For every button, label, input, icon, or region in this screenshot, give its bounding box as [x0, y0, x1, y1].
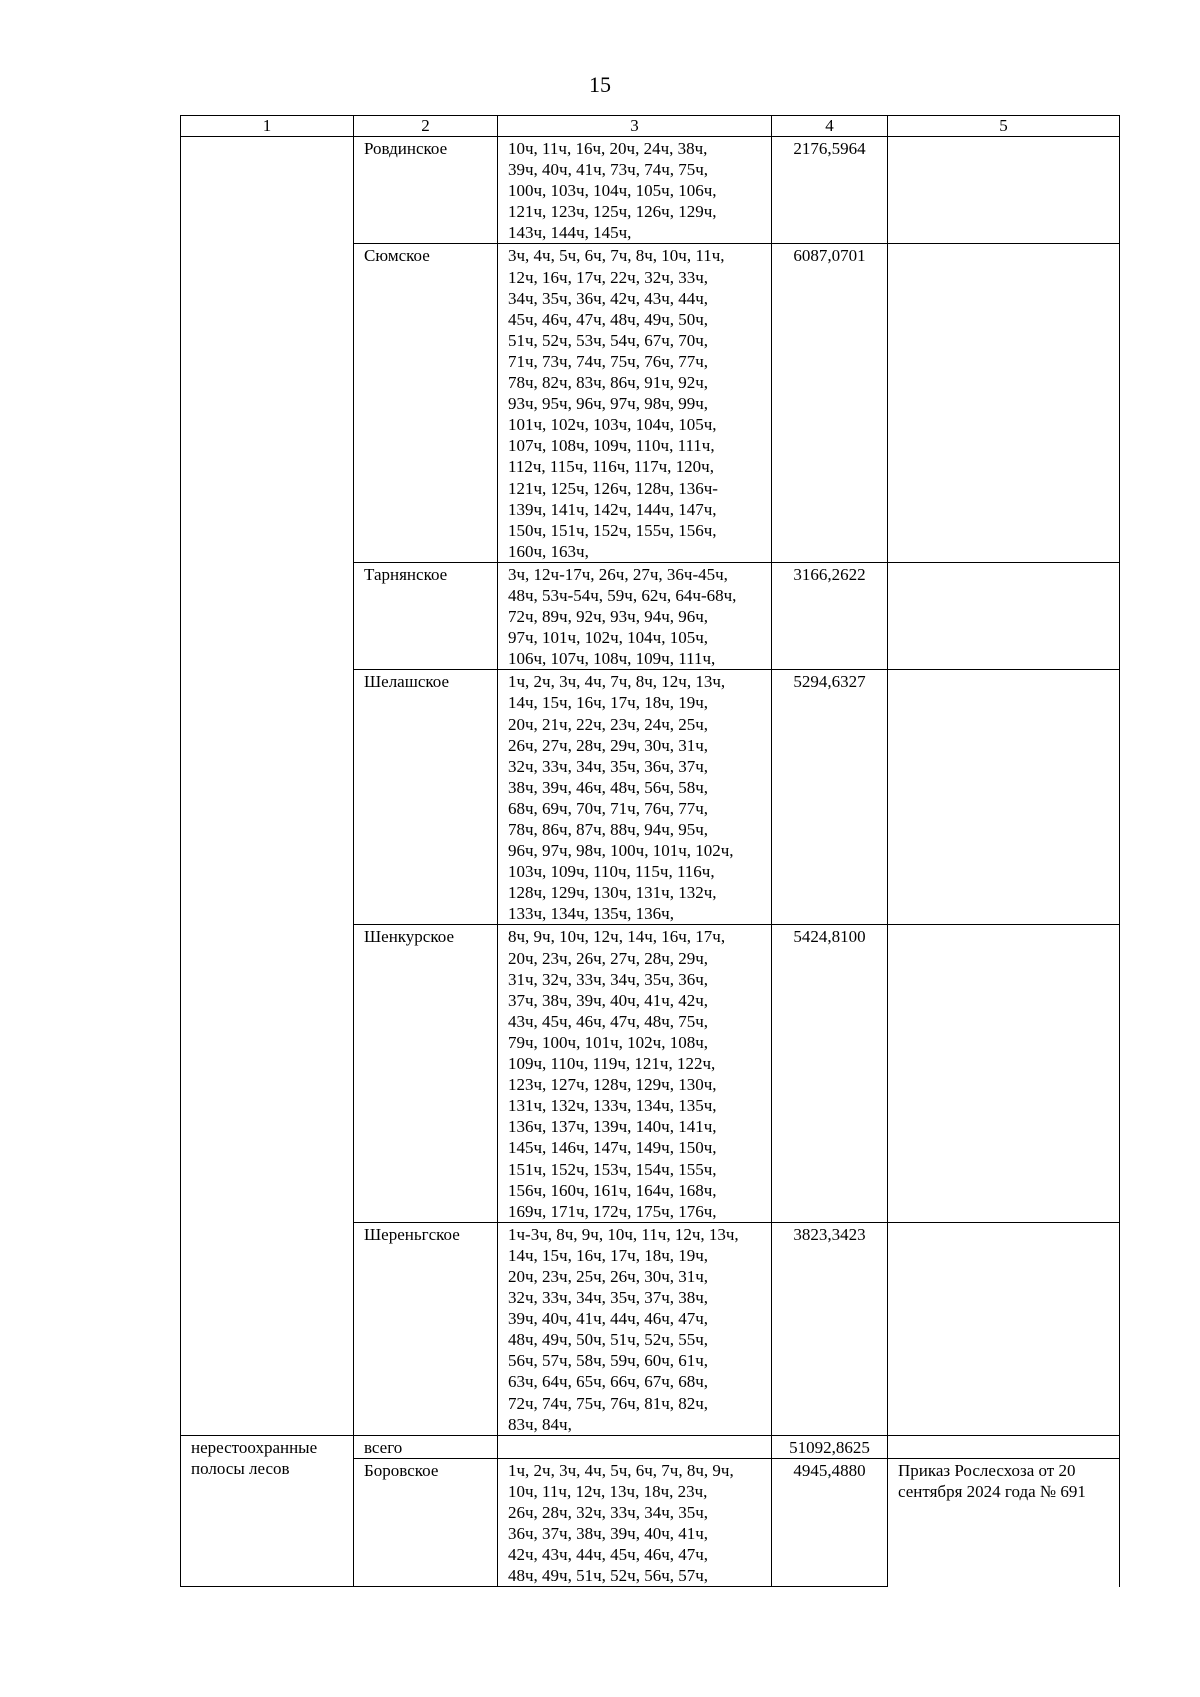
- area-value: 3823,3423: [772, 1222, 888, 1435]
- category-total-row: [181, 1435, 1120, 1458]
- forestry-name: Тарнянское: [354, 562, 498, 669]
- quarter-list: 3ч, 4ч, 5ч, 6ч, 7ч, 8ч, 10ч, 11ч, 12ч, 16ч, 17ч, 22ч, 32ч, 33ч, 34ч, 35ч, 36ч, 42ч, 43ч, 44ч, 45ч, 46ч, 47ч, 48ч, 49ч, 50ч, 51ч, 52ч, 53ч, 54ч, 67ч, 70ч, 71ч, 73ч, 74ч, 75ч, 76ч, 77ч, 78ч, 82ч, 83ч, 86ч, 91ч, 92ч, 93ч, 95ч, 96ч, 97ч, 98ч, 99ч, 101ч, 102ч, 103ч, 104ч, 105ч, 107ч, 108ч, 109ч, 110ч, 111ч, 112ч, 115ч, 116ч, 117ч, 120ч, 121ч, 125ч, 126ч, 128ч, 136ч- 139ч, 141ч, 142ч, 144ч, 147ч, 150ч, 151ч, 152ч, 155ч, 156ч, 160ч, 163ч,: [498, 244, 772, 562]
- table-row: [181, 137, 1120, 244]
- header-col-5: 5: [888, 116, 1120, 137]
- category-label: нерестоохранные полосы лесов: [181, 1435, 354, 1587]
- forestry-name: Шелашское: [354, 670, 498, 925]
- basis-cell: [888, 670, 1120, 925]
- quarter-list-empty: [498, 1435, 772, 1458]
- category-cell-continued: [181, 137, 354, 1436]
- basis-cell: [888, 137, 1120, 244]
- forestry-name: Боровское: [354, 1458, 498, 1587]
- header-col-1: 1: [181, 116, 354, 137]
- total-area-value: 51092,8625: [772, 1435, 888, 1458]
- basis-cell: [888, 562, 1120, 669]
- area-value: 5424,8100: [772, 925, 888, 1222]
- quarter-list: 1ч, 2ч, 3ч, 4ч, 7ч, 8ч, 12ч, 13ч, 14ч, 15ч, 16ч, 17ч, 18ч, 19ч, 20ч, 21ч, 22ч, 23ч, 24ч, 25ч, 26ч, 27ч, 28ч, 29ч, 30ч, 31ч, 32ч, 33ч, 34ч, 35ч, 36ч, 37ч, 38ч, 39ч, 46ч, 48ч, 56ч, 58ч, 68ч, 69ч, 70ч, 71ч, 76ч, 77ч, 78ч, 86ч, 87ч, 88ч, 94ч, 95ч, 96ч, 97ч, 98ч, 100ч, 101ч, 102ч, 103ч, 109ч, 110ч, 115ч, 116ч, 128ч, 129ч, 130ч, 131ч, 132ч, 133ч, 134ч, 135ч, 136ч,: [498, 670, 772, 925]
- area-value: 3166,2622: [772, 562, 888, 669]
- area-value: 6087,0701: [772, 244, 888, 562]
- quarter-list: 3ч, 12ч-17ч, 26ч, 27ч, 36ч-45ч, 48ч, 53ч-54ч, 59ч, 62ч, 64ч-68ч, 72ч, 89ч, 92ч, 93ч, 94ч, 96ч, 97ч, 101ч, 102ч, 104ч, 105ч, 106ч, 107ч, 108ч, 109ч, 111ч,: [498, 562, 772, 669]
- area-value: 5294,6327: [772, 670, 888, 925]
- forestry-name: Шереньгское: [354, 1222, 498, 1435]
- basis-cell: [888, 244, 1120, 562]
- header-col-4: 4: [772, 116, 888, 137]
- header-col-3: 3: [498, 116, 772, 137]
- basis-order-reference: Приказ Рослесхоза от 20 сентября 2024 года № 691: [888, 1458, 1120, 1587]
- header-col-2: 2: [354, 116, 498, 137]
- quarter-list: 10ч, 11ч, 16ч, 20ч, 24ч, 38ч, 39ч, 40ч, 41ч, 73ч, 74ч, 75ч, 100ч, 103ч, 104ч, 105ч, 106ч, 121ч, 123ч, 125ч, 126ч, 129ч, 143ч, 144ч, 145ч,: [498, 137, 772, 244]
- basis-cell: [888, 1222, 1120, 1435]
- table-header-row: [181, 116, 1120, 137]
- area-value: 2176,5964: [772, 137, 888, 244]
- page-number: 15: [589, 72, 611, 97]
- basis-cell: [888, 1435, 1120, 1458]
- forestry-name: Ровдинское: [354, 137, 498, 244]
- basis-cell: [888, 925, 1120, 1222]
- quarter-list: 8ч, 9ч, 10ч, 12ч, 14ч, 16ч, 17ч, 20ч, 23ч, 26ч, 27ч, 28ч, 29ч, 31ч, 32ч, 33ч, 34ч, 35ч, 36ч, 37ч, 38ч, 39ч, 40ч, 41ч, 42ч, 43ч, 45ч, 46ч, 47ч, 48ч, 75ч, 79ч, 100ч, 101ч, 102ч, 108ч, 109ч, 110ч, 119ч, 121ч, 122ч, 123ч, 127ч, 128ч, 129ч, 130ч, 131ч, 132ч, 133ч, 134ч, 135ч, 136ч, 137ч, 139ч, 140ч, 141ч, 145ч, 146ч, 147ч, 149ч, 150ч, 151ч, 152ч, 153ч, 154ч, 155ч, 156ч, 160ч, 161ч, 164ч, 168ч, 169ч, 171ч, 172ч, 175ч, 176ч,: [498, 925, 772, 1222]
- area-value: 4945,4880: [772, 1458, 888, 1587]
- forestry-name: Сюмское: [354, 244, 498, 562]
- forest-table: [180, 115, 1120, 1587]
- quarter-list: 1ч, 2ч, 3ч, 4ч, 5ч, 6ч, 7ч, 8ч, 9ч, 10ч, 11ч, 12ч, 13ч, 18ч, 23ч, 26ч, 28ч, 32ч, 33ч, 34ч, 35ч, 36ч, 37ч, 38ч, 39ч, 40ч, 41ч, 42ч, 43ч, 44ч, 45ч, 46ч, 47ч, 48ч, 49ч, 51ч, 52ч, 56ч, 57ч,: [498, 1458, 772, 1587]
- total-label: всего: [354, 1435, 498, 1458]
- forestry-name: Шенкурское: [354, 925, 498, 1222]
- quarter-list: 1ч-3ч, 8ч, 9ч, 10ч, 11ч, 12ч, 13ч, 14ч, 15ч, 16ч, 17ч, 18ч, 19ч, 20ч, 23ч, 25ч, 26ч, 30ч, 31ч, 32ч, 33ч, 34ч, 35ч, 37ч, 38ч, 39ч, 40ч, 41ч, 44ч, 46ч, 47ч, 48ч, 49ч, 50ч, 51ч, 52ч, 55ч, 56ч, 57ч, 58ч, 59ч, 60ч, 61ч, 63ч, 64ч, 65ч, 66ч, 67ч, 68ч, 72ч, 74ч, 75ч, 76ч, 81ч, 82ч, 83ч, 84ч,: [498, 1222, 772, 1435]
